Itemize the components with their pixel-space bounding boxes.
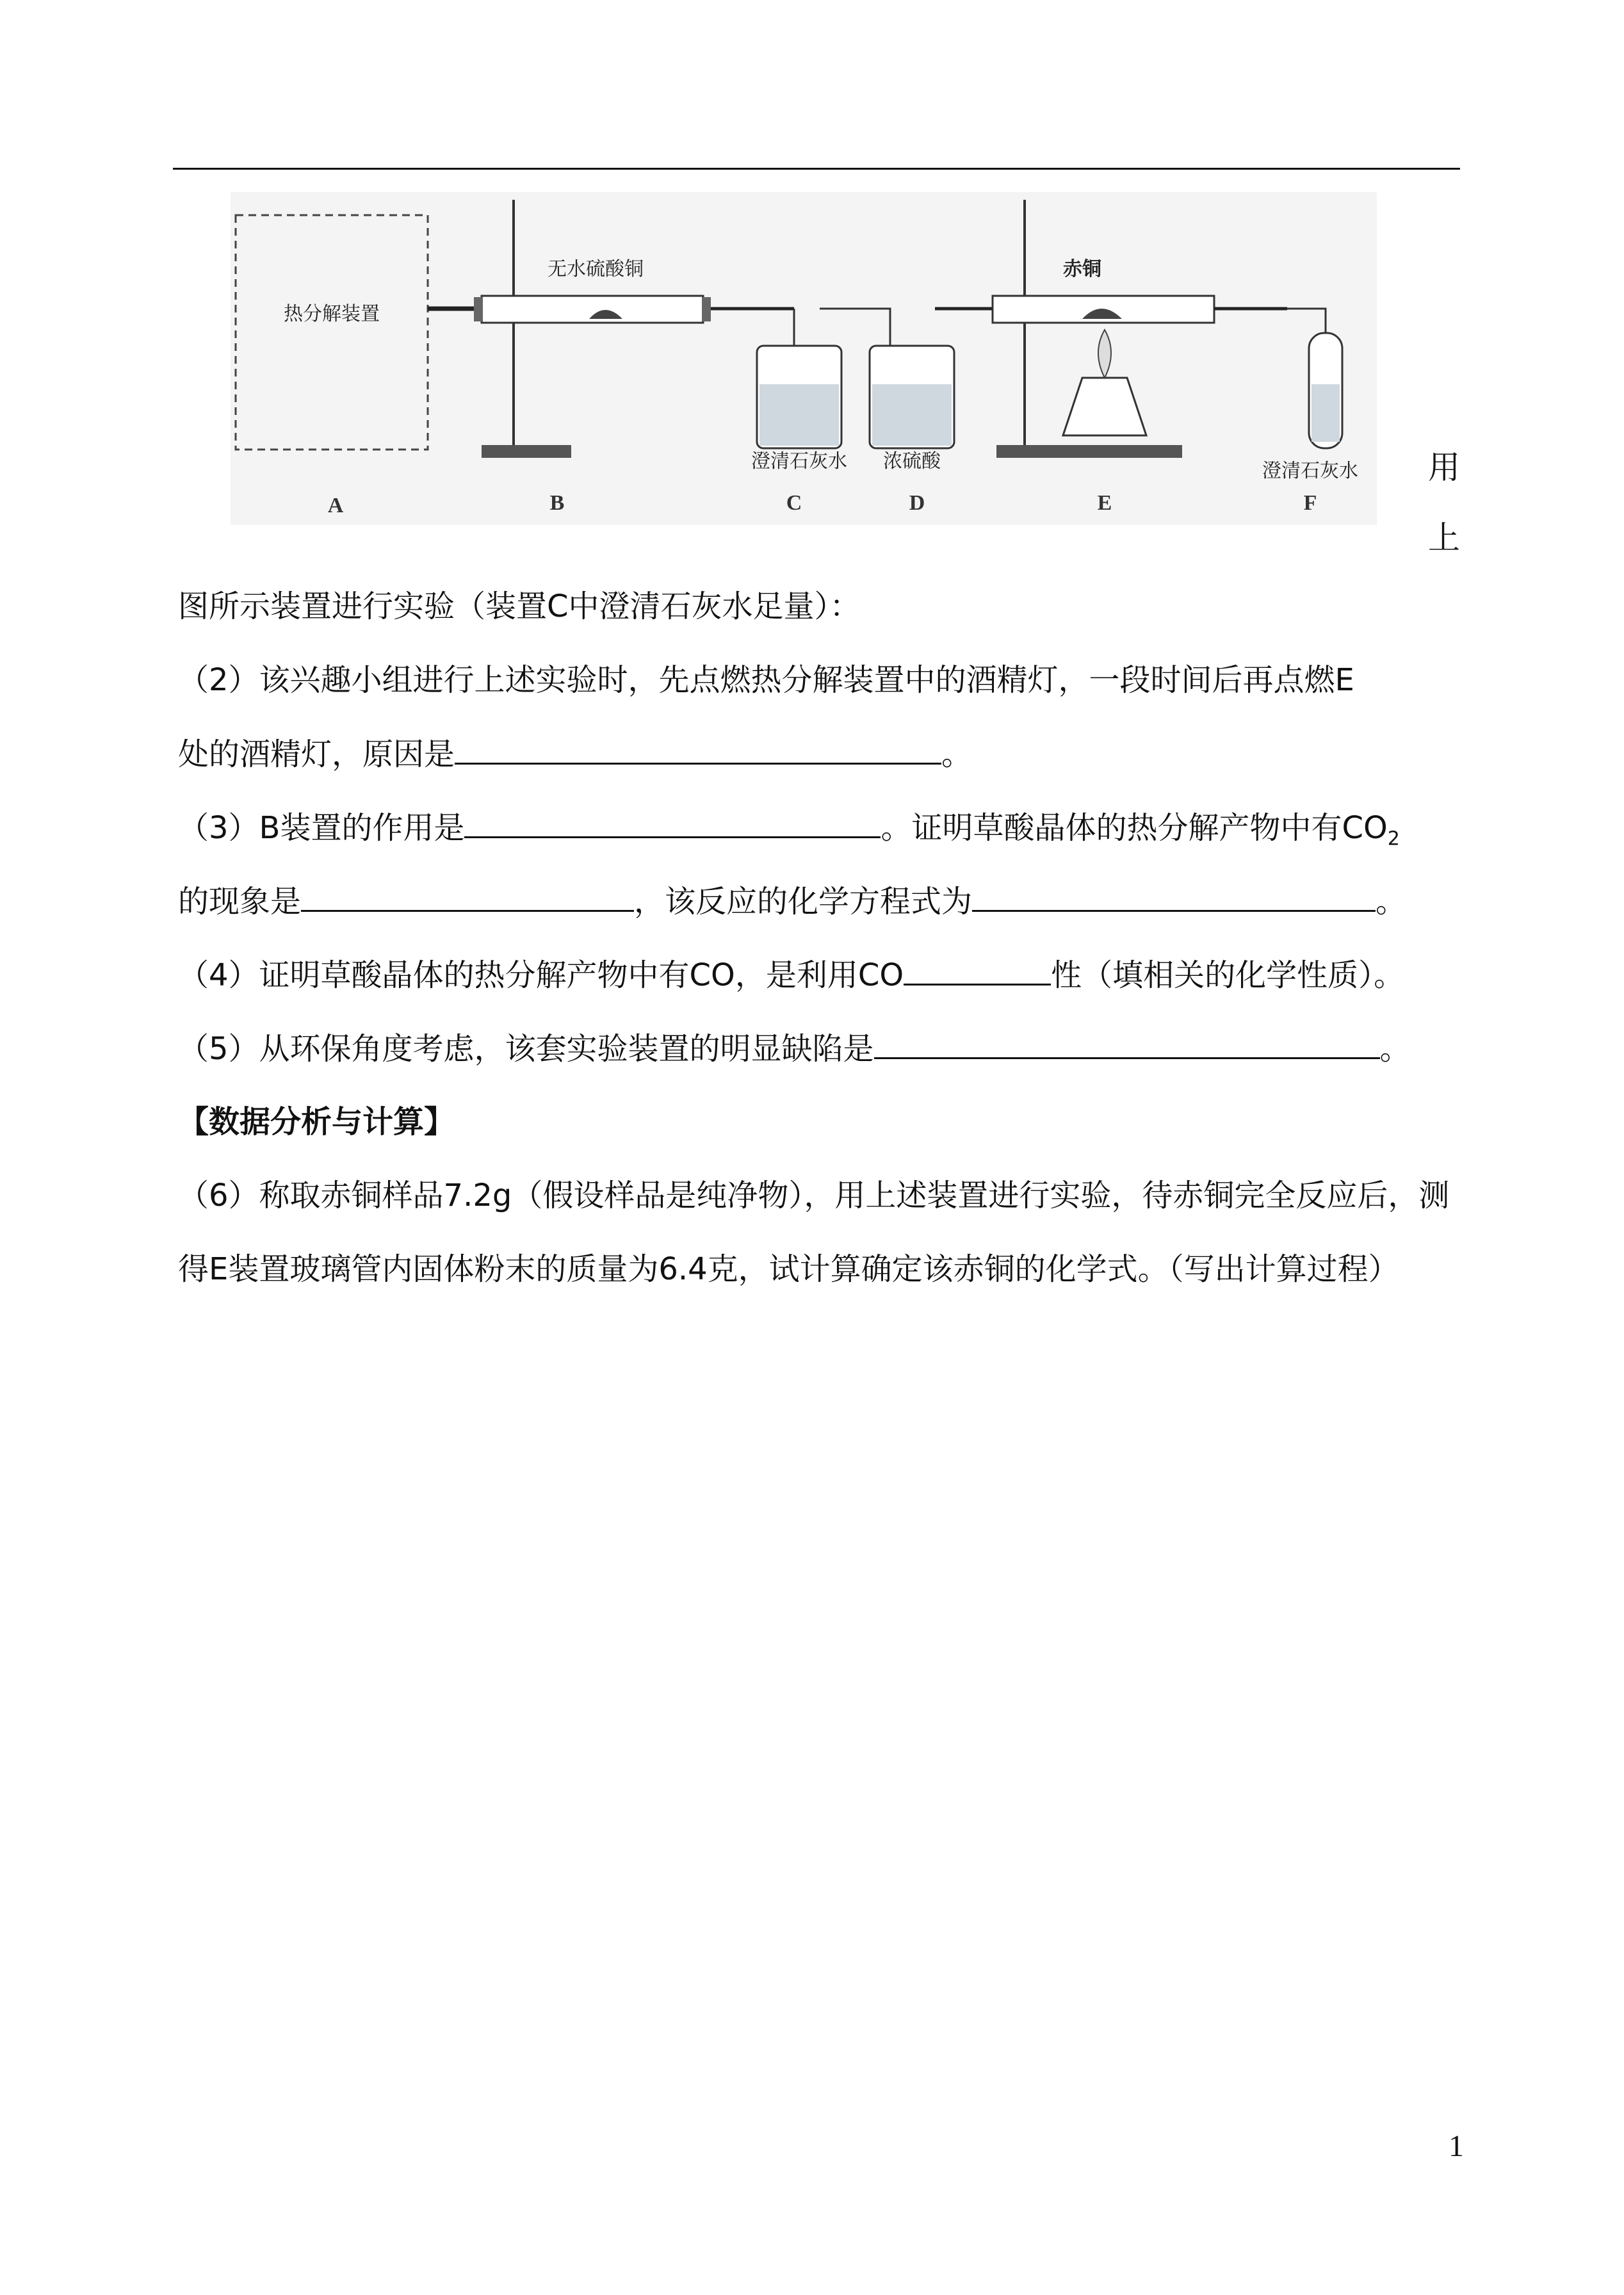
label-limewater-f: 澄清石灰水 <box>1262 460 1358 482</box>
label-limewater-c: 澄清石灰水 <box>751 450 847 473</box>
letter-c: C <box>786 491 802 515</box>
q3-line-a: （3）B装置的作用是 。证明草酸晶体的热分解产物中有$CO_2$ <box>178 807 1400 860</box>
stand-b-base <box>482 445 571 458</box>
bottle-c-liquid <box>759 384 839 446</box>
answer-blank-q2[interactable] <box>455 733 941 765</box>
answer-blank-q3-role[interactable] <box>464 807 881 838</box>
box-a-label: 热分解装置 <box>284 303 380 325</box>
section-heading: 【数据分析与计算】 <box>178 1104 455 1140</box>
label-anhydrous-cuso4: 无水硫酸铜 <box>548 258 644 280</box>
intro-line: 图所示装置进行实验（装置C中澄清石灰水足量）： <box>178 588 861 624</box>
side-char-yong: 用 <box>1428 449 1460 486</box>
q6-line-b: 得E装置玻璃管内固体粉末的质量为6.4克，试计算确定该赤铜的化学式。（写出计算过程） <box>178 1251 1399 1287</box>
stand-e-base <box>996 445 1182 458</box>
answer-blank-q4[interactable] <box>904 954 1051 985</box>
answer-blank-q3-phenomenon[interactable] <box>301 880 634 912</box>
q5-line: （5）从环保角度考虑，该套实验装置的明显缺陷是 。 <box>178 1028 1411 1069</box>
test-tube-f-liquid <box>1311 384 1340 442</box>
letter-f: F <box>1303 491 1317 515</box>
letter-d: D <box>909 491 925 515</box>
page-number: 1 <box>1449 2129 1464 2163</box>
apparatus-diagram <box>231 192 1377 525</box>
tube-b-stopper-l <box>474 297 483 321</box>
letter-b: B <box>549 491 565 515</box>
label-conc-h2so4: 浓硫酸 <box>883 450 941 473</box>
q2-line-a: （2）该兴趣小组进行上述实验时，先点燃热分解装置中的酒精灯，一段时间后再点燃E <box>178 662 1354 698</box>
letter-a: A <box>327 494 344 517</box>
q3-line-b: 的现象是 ，该反应的化学方程式为 。 <box>178 880 1406 922</box>
side-char-shang: 上 <box>1428 519 1460 556</box>
q6-line-a: （6）称取赤铜样品7.2g（假设样品是纯净物），用上述装置进行实验，待赤铜完全反应后，测 <box>178 1178 1450 1213</box>
label-chitong: 赤铜 <box>1063 258 1101 280</box>
letter-e: E <box>1097 491 1112 515</box>
bottle-d-liquid <box>872 384 952 446</box>
tube-b-stopper-r <box>702 297 711 321</box>
apparatus-figure <box>231 192 1377 525</box>
header-rule <box>173 168 1460 170</box>
q2-line-b: 处的酒精灯，原因是 。 <box>178 733 972 775</box>
answer-blank-q3-equation[interactable] <box>972 880 1376 912</box>
q4-line: （4）证明草酸晶体的热分解产物中有CO，是利用CO 性（填相关的化学性质）。 <box>178 954 1404 996</box>
answer-blank-q5[interactable] <box>874 1028 1380 1059</box>
